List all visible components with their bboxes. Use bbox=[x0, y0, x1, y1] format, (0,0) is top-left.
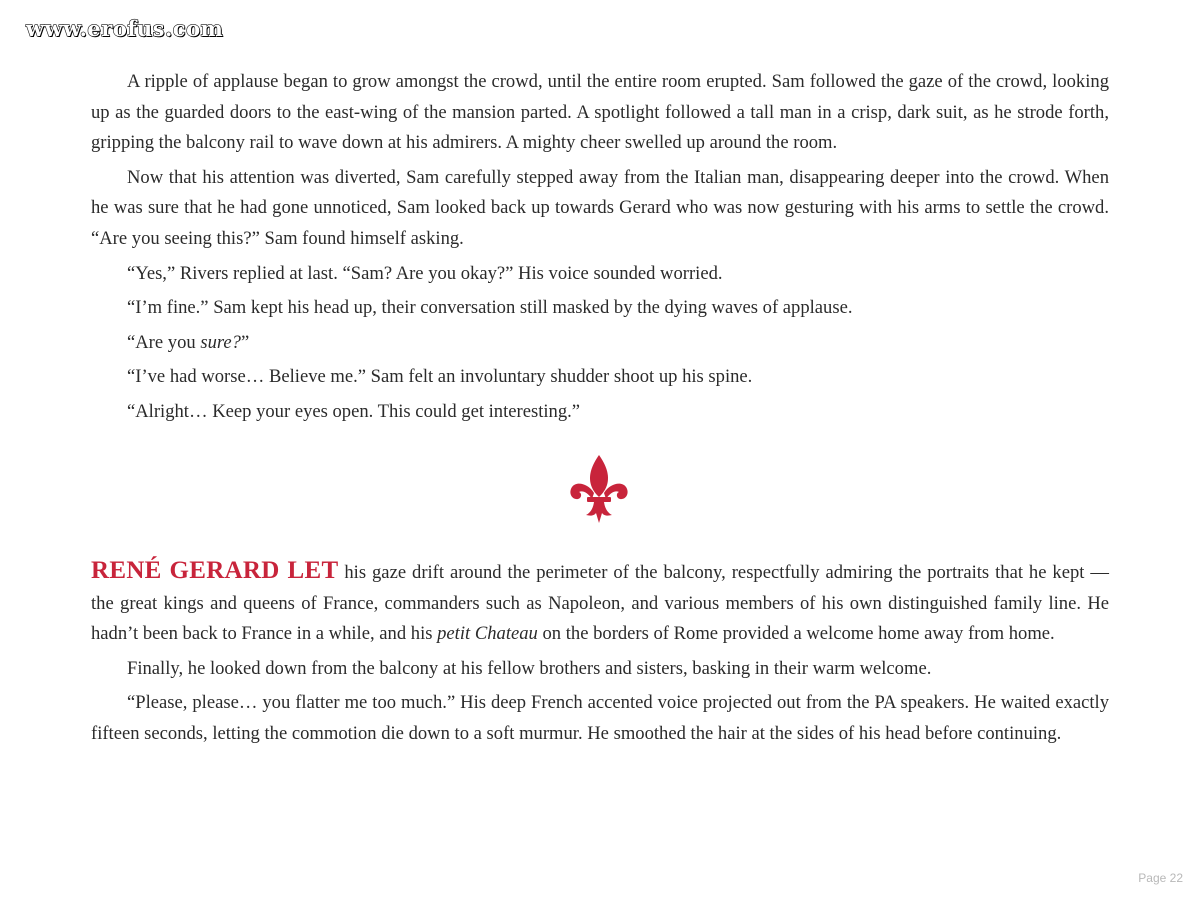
paragraph: “Yes,” Rivers replied at last. “Sam? Are you okay?” His voice sounded worried. bbox=[127, 262, 723, 284]
paragraph: Now that his attention was diverted, Sam carefully stepped away from the Italian man, disappearing deeper into the crowd. When he was sure that he had gone unnoticed, Sam looked back up towards Gerard who was now gesturing with his arms to settle the crowd. “Are you seeing this?” Sam found himself asking. bbox=[91, 166, 1109, 249]
dialogue-text: ” bbox=[240, 331, 250, 353]
paragraph-text: on the borders of Rome provided a welcome home away from home. bbox=[537, 623, 1055, 645]
paragraph: “Alright… Keep your eyes open. This could get interesting.” bbox=[127, 400, 581, 422]
italic-emphasis: sure? bbox=[200, 331, 241, 353]
fleur-de-lis-icon bbox=[568, 453, 630, 525]
dialogue-text: “Are you bbox=[127, 331, 201, 353]
site-watermark: www.erofus.com bbox=[26, 16, 224, 41]
paragraph: “I’ve had worse… Believe me.” Sam felt an involuntary shudder shoot up his spine. bbox=[127, 366, 753, 388]
section-one-text bbox=[91, 67, 1109, 432]
paragraph bbox=[91, 328, 1109, 359]
paragraph: “I’m fine.” Sam kept his head up, their conversation still masked by the dying waves of applause. bbox=[127, 297, 853, 319]
paragraph: Finally, he looked down from the balcony at his fellow brothers and sisters, basking in their warm welcome. bbox=[127, 657, 932, 679]
paragraph: A ripple of applause began to grow amongst the crowd, until the entire room erupted. Sam followed the gaze of the crowd, looking up as the guarded doors to the east-wing of the mansion parted. A spotlight followed a tall man in a crisp, dark suit, as he strode forth, gripping the balcony rail to wave down at his admirers. A mighty cheer swelled up around the room. bbox=[91, 71, 1109, 154]
page-number: Page 22 bbox=[1138, 871, 1183, 885]
section-two-text bbox=[91, 556, 1109, 754]
paragraph bbox=[91, 556, 1109, 650]
paragraph: “Please, please… you flatter me too much.” His deep French accented voice projected out from the PA speakers. He waited exactly fifteen seconds, letting the commotion die down to a soft murmur. He smoothed the hair at the sides of his head before continuing. bbox=[91, 692, 1109, 744]
italic-emphasis: petit Chateau bbox=[437, 623, 538, 645]
paragraph-text: his gaze drift around the perimeter of the balcony, respectfully admiring the portraits that he kept — the great kings and queens of France, commanders such as Napoleon, and various members of his own distinguished family line. He hadn’t been back to France in a while, and his bbox=[91, 562, 1109, 645]
section-lead-caps: RENÉ GERARD LET bbox=[91, 557, 339, 584]
